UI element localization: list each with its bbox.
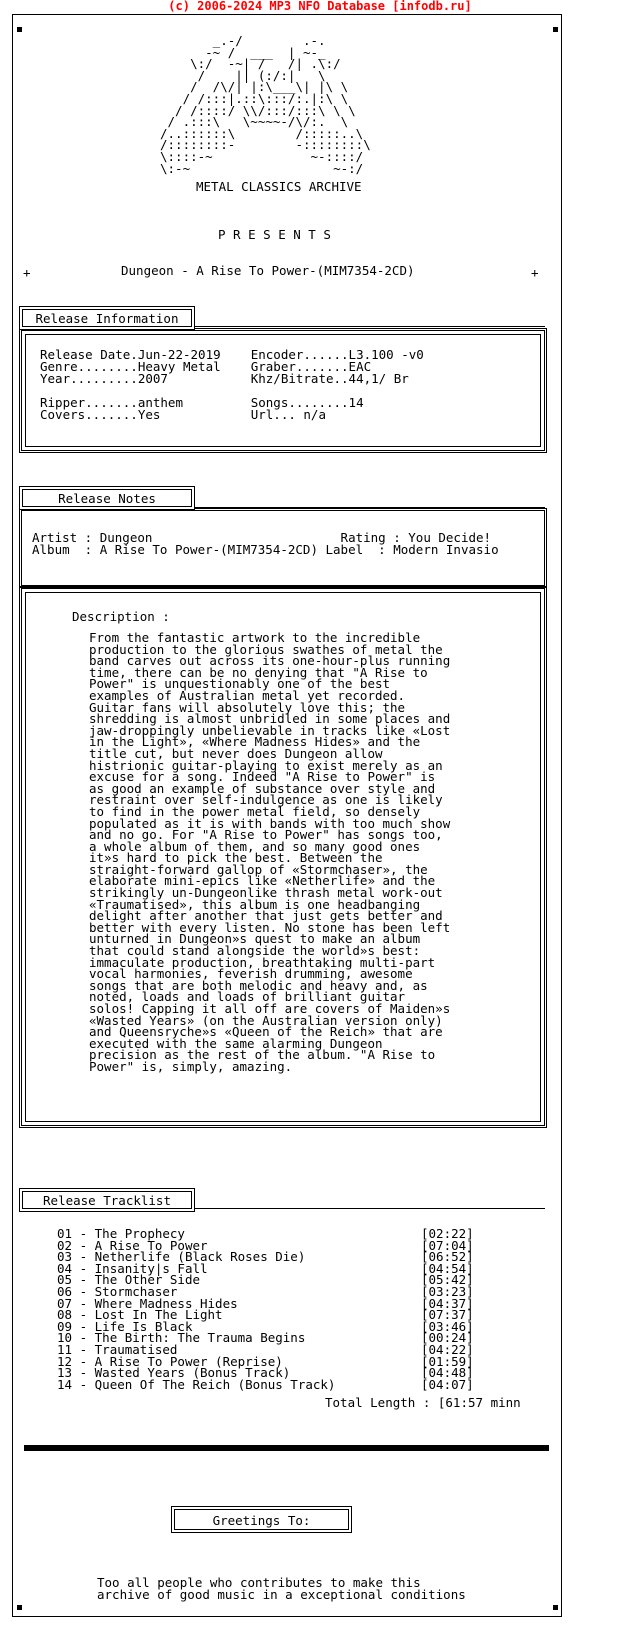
track-time: [04:22] — [421, 1341, 474, 1357]
description-label: Description : — [72, 609, 170, 624]
description-line: Power" is unquestionably one of the best — [89, 676, 391, 692]
track-number: 14 — [57, 1376, 73, 1392]
track-title: Life Is Black — [94, 1318, 193, 1334]
corner-dot — [553, 1605, 558, 1610]
description-text — [89, 632, 450, 1073]
corner-dot — [17, 1605, 22, 1610]
release-info-heading: Release Information — [35, 311, 179, 326]
notes-album-line: Album : A Rise To Power-(MIM7354-2CD) Label : Modern Invasio — [32, 542, 499, 557]
track-number: 01 — [57, 1226, 73, 1241]
description-line: executed with the same alarming Dungeon — [89, 1035, 383, 1051]
bullet: + — [531, 265, 539, 280]
description-line: jaw-droppingly unbelievable in tracks like «Lost — [89, 722, 451, 738]
release-tracklist-heading: Release Tracklist — [43, 1193, 171, 1208]
track-separator: - — [72, 1272, 95, 1288]
track-separator: - — [72, 1226, 95, 1241]
track-separator: - — [72, 1318, 95, 1334]
track-title: Stormchaser — [94, 1283, 178, 1299]
track-number: 02 — [57, 1237, 73, 1253]
track-time: [04:54] — [421, 1260, 474, 1276]
description-line: in the Light», «Where Madness Hides» and the — [89, 734, 421, 750]
logo-art: _.-/ .-. -~ / ___ | ~-_ \:/ -~| / /| .\:/ / || (:/:| \ / /\/| |:\___\| |\ \ / /:::|.::\:::/:.|:\ \ / /::::/ \\/:::/:::\ \ \ / .:::\ \~~~~-/\/:. \ /..::::::\ /:::::..\ /::::::::- -::::::::\ \::::-~ ~-::::/ \:-~ ~-:/ — [160, 33, 371, 176]
description-line: it»s hard to pick the best. Between the — [89, 850, 383, 866]
description-line: and no go. For "A Rise to Power" has songs too, — [89, 827, 443, 843]
info-line: Covers.......Yes Url... n/a — [40, 407, 326, 422]
greetings-tab — [171, 1506, 352, 1533]
description-line: to find in the power metal field, so densely — [89, 803, 421, 819]
track-time: [05:42] — [421, 1272, 474, 1288]
description-line: populated as it is with bands with too much show — [89, 815, 451, 831]
description-line: songs that are both melodic and heavy and, as — [89, 977, 428, 993]
description-line: and Queensryche»s «Queen of the Reich» that are — [89, 1024, 443, 1040]
greetings-line: Too all people who contributes to make this — [97, 1575, 421, 1590]
track-separator: - — [72, 1376, 95, 1392]
track-separator: - — [72, 1341, 95, 1357]
release-notes-heading: Release Notes — [58, 491, 156, 506]
track-title: Where Madness Hides — [94, 1295, 238, 1311]
track-title: Queen Of The Reich (Bonus Track) — [94, 1376, 336, 1392]
description-line: «Wasted Years» (on the Australian version only) — [89, 1012, 443, 1028]
description-line: «Traumatised», this album is one headbanging — [89, 896, 421, 912]
track-number: 09 — [57, 1318, 73, 1334]
track-time: [02:22] — [421, 1226, 474, 1241]
divider-bar — [24, 1445, 549, 1451]
track-time: [07:04] — [421, 1237, 474, 1253]
track-title: Lost In The Light — [94, 1307, 223, 1323]
release-title: Dungeon - A Rise To Power-(MIM7354-2CD) — [121, 263, 415, 278]
track-separator: - — [72, 1283, 95, 1299]
track-number: 12 — [57, 1353, 73, 1369]
section-rule — [195, 326, 545, 327]
track-number: 10 — [57, 1330, 73, 1346]
track-number: 08 — [57, 1307, 73, 1323]
track-number: 06 — [57, 1283, 73, 1299]
greetings-line: archive of good music in a exceptional conditions — [97, 1587, 466, 1602]
description-line: examples of Australian metal yet recorded. — [89, 687, 406, 703]
description-line: production to the glorious swathes of metal the — [89, 641, 443, 657]
description-line: that could stand alongside the world»s best: — [89, 943, 421, 959]
track-number: 11 — [57, 1341, 73, 1357]
description-line: solos! Capping it all off are covers of Maiden»s — [89, 1001, 451, 1016]
track-title: A Rise To Power (Reprise) — [94, 1353, 283, 1369]
track-time: [04:48] — [421, 1365, 474, 1381]
track-time: [03:46] — [421, 1318, 474, 1334]
track-time: [03:23] — [421, 1283, 474, 1299]
description-line: title cut, but never does Dungeon allow — [89, 745, 383, 761]
track-title: Netherlife (Black Roses Die) — [94, 1249, 306, 1265]
description-line: From the fantastic artwork to the incredible — [89, 630, 421, 645]
description-line: elaborate mini-epics like «Netherlife» and the — [89, 873, 436, 889]
description-line: shredding is almost unbridled in some places and — [89, 711, 451, 727]
track-title: Insanity|s Fall — [94, 1260, 208, 1276]
info-line: Genre........Heavy Metal Graber.......EAC — [40, 359, 372, 374]
track-separator: - — [72, 1260, 95, 1276]
description-line: as good an example of substance over style and — [89, 780, 436, 796]
track-title: Traumatised — [94, 1341, 178, 1357]
track-title: The Prophecy — [94, 1226, 185, 1241]
track-separator: - — [72, 1237, 95, 1253]
track-title: Wasted Years (Bonus Track) — [94, 1365, 291, 1381]
description-line: precision as the rest of the album. "A Rise to — [89, 1047, 436, 1063]
track-separator: - — [72, 1353, 95, 1369]
release-tracklist-tab — [19, 1188, 195, 1212]
description-line: noted, loads and loads of brilliant guitar — [89, 989, 406, 1005]
description-line: a whole album of them, and so many good ones — [89, 838, 421, 854]
archive-name: METAL CLASSICS ARCHIVE — [196, 179, 362, 194]
description-line: vocal harmonies, feverish drumming, awesome — [89, 966, 413, 982]
track-time: [04:37] — [421, 1295, 474, 1311]
credit-banner: (c) 2006-2024 MP3 NFO Database [infodb.ru] — [168, 0, 472, 13]
track-number: 13 — [57, 1365, 73, 1381]
info-line: Year.........2007 Khz/Bitrate..44,1/ Br — [40, 371, 409, 386]
notes-artist-line: Artist : Dungeon Rating : You Decide! — [32, 530, 492, 545]
corner-dot — [17, 27, 22, 32]
total-length: Total Length : [61:57 minn — [325, 1395, 521, 1410]
greetings-heading: Greetings To: — [212, 1513, 311, 1528]
track-title: The Other Side — [94, 1272, 200, 1288]
track-number: 07 — [57, 1295, 73, 1311]
description-line: unturned in Dungeon»s quest to make an album — [89, 931, 421, 947]
track-time: [06:52] — [421, 1249, 474, 1265]
presents-heading: P R E S E N T S — [218, 227, 331, 242]
bullet: + — [23, 265, 31, 280]
description-line: excuse for a song. Indeed "A Rise to Power" is — [89, 769, 436, 785]
track-number: 03 — [57, 1249, 73, 1265]
track-title: A Rise To Power — [94, 1237, 208, 1253]
description-line: time, there can be no denying that "A Rise to — [89, 664, 428, 680]
release-info-tab — [19, 306, 195, 330]
description-line: band carves out across its one-hour-plus running — [89, 653, 451, 669]
track-number: 04 — [57, 1260, 73, 1276]
description-line: better with every listen. No stone has been left — [89, 919, 451, 935]
corner-dot — [553, 27, 558, 32]
track-row — [57, 1376, 477, 1392]
info-line: Ripper.......anthem Songs........14 — [40, 395, 364, 410]
track-time: [00:24] — [421, 1330, 474, 1346]
tracklist — [57, 1228, 477, 1390]
description-line: delight after another that just gets better and — [89, 908, 443, 924]
track-separator: - — [72, 1330, 95, 1346]
track-time: [01:59] — [421, 1353, 474, 1369]
description-line: restraint over self-indulgence as one is likely — [89, 792, 443, 808]
track-separator: - — [72, 1307, 95, 1323]
description-line: straight-forward gallop of «Stormchaser», the — [89, 861, 428, 877]
description-line: histrionic guitar-playing to exist merely as an — [89, 757, 443, 773]
track-number: 05 — [57, 1272, 73, 1288]
description-line: Guitar fans will absolutely love this; the — [89, 699, 406, 715]
track-separator: - — [72, 1295, 95, 1311]
description-line: strikingly un-Dungeonlike thrash metal work-out — [89, 885, 443, 901]
description-line: Power" is, simply, amazing. — [89, 1058, 293, 1074]
description-line: immaculate production, breathtaking multi-part — [89, 954, 436, 970]
track-title: The Birth: The Trauma Begins — [94, 1330, 306, 1346]
track-separator: - — [72, 1365, 95, 1381]
track-time: [07:37] — [421, 1307, 474, 1323]
track-time: [04:07] — [421, 1376, 474, 1392]
section-rule — [195, 1208, 545, 1209]
info-line: Release Date.Jun-22-2019 Encoder......L3.100 -v0 — [40, 347, 424, 362]
release-notes-tab — [19, 486, 195, 510]
track-separator: - — [72, 1249, 95, 1265]
